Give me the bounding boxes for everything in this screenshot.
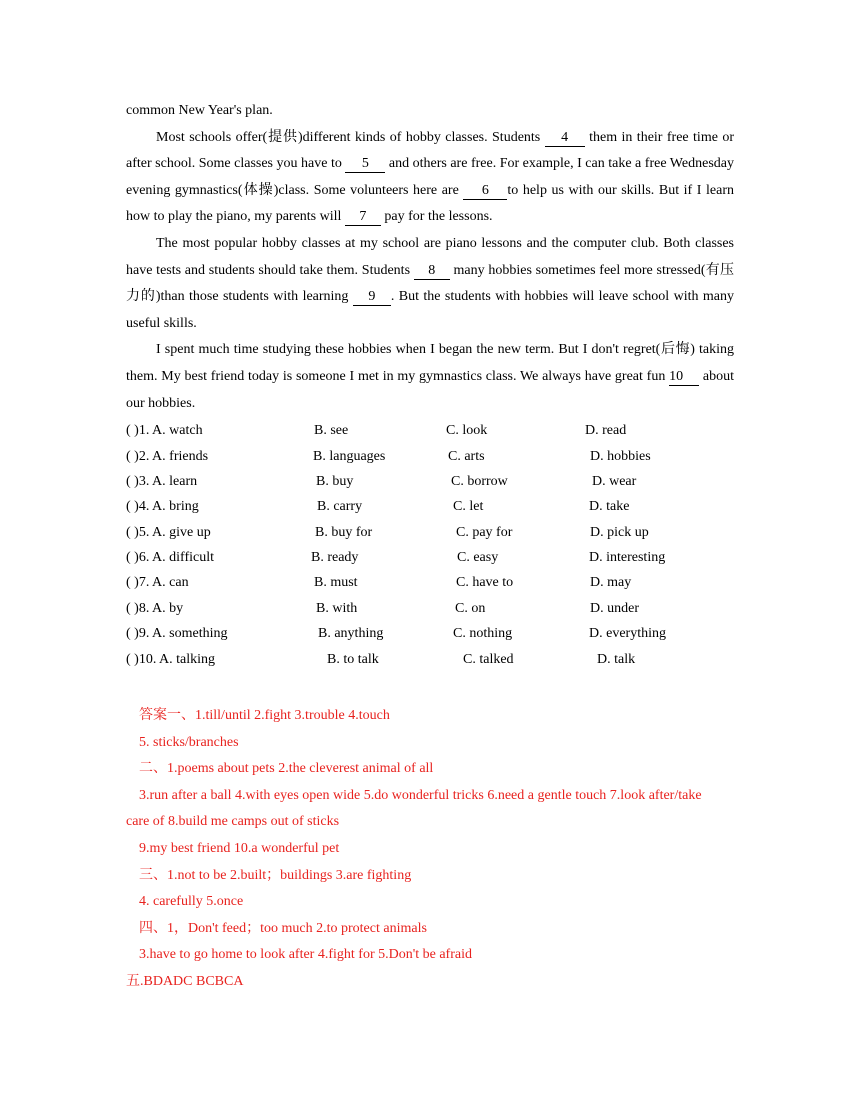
option-a: ( )8. A. by: [126, 600, 184, 616]
text-run: them in their free time or after school. Some classes you have to: [126, 129, 734, 172]
option-c: C. borrow: [451, 473, 508, 489]
question-row: [126, 570, 734, 595]
text-run: many hobbies sometimes feel more stressed(有压力的)than those students with learning: [126, 262, 734, 305]
option-c: C. on: [455, 600, 486, 616]
text-run: about our hobbies.: [126, 368, 734, 411]
question-row: [126, 596, 734, 621]
answer-line: 五.BDADC BCBCA: [126, 973, 244, 989]
option-a: ( )2. A. friends: [126, 448, 209, 464]
option-c: C. have to: [456, 575, 514, 591]
passage-paragraph-2: [126, 231, 734, 337]
option-b: B. buy: [316, 473, 354, 489]
question-list: [126, 418, 734, 672]
passage-fragment: common New Year's plan.: [126, 103, 273, 118]
question-row: [126, 621, 734, 646]
answer-key: [126, 703, 734, 996]
option-a: ( )4. A. bring: [126, 499, 199, 515]
question-row: [126, 520, 734, 545]
text-run: to help us with our skills. But if I learn how to play the piano, my parents will: [126, 182, 734, 225]
option-a: ( )6. A. difficult: [126, 550, 215, 566]
answer-line: 二、1.poems about pets 2.the cleverest animal of all: [139, 761, 434, 777]
text-run: pay for the lessons.: [380, 209, 493, 225]
answer-line: 3.have to go home to look after 4.fight for 5.Don't be afraid: [139, 947, 472, 963]
option-d: D. pick up: [590, 524, 649, 540]
option-a: ( )3. A. learn: [126, 473, 198, 489]
question-row: [126, 545, 734, 570]
option-d: D. everything: [589, 626, 666, 642]
option-c: C. easy: [457, 550, 499, 566]
blank-5: 5: [345, 156, 385, 173]
question-row: [126, 418, 734, 443]
question-row: [126, 647, 734, 672]
blank-9: 9: [353, 289, 391, 306]
text-run: The most popular hobby classes at my school are piano lessons and the computer club. Both classes have tests and students should take them. Students: [126, 235, 734, 278]
question-row: [126, 469, 734, 494]
option-c: C. let: [453, 499, 484, 515]
option-d: D. take: [589, 499, 630, 515]
option-b: B. with: [316, 600, 358, 616]
option-d: D. under: [590, 600, 639, 616]
question-row: [126, 444, 734, 469]
option-b: B. anything: [318, 626, 384, 642]
text-run: and others are free. For example, I can take a free Wednesday evening gymnastics(体操)class. Some volunteers here are: [126, 156, 734, 198]
blank-8: 8: [414, 263, 450, 280]
passage-paragraph-1: [126, 125, 734, 231]
blank-4: 4: [545, 130, 585, 147]
option-b: B. carry: [317, 499, 363, 515]
answer-line: 9.my best friend 10.a wonderful pet: [139, 841, 340, 856]
option-b: B. ready: [311, 550, 359, 566]
option-c: C. talked: [463, 651, 514, 667]
answer-line: 四、1，Don't feed；too much 2.to protect animals: [139, 920, 427, 936]
answer-line: 三、1.not to be 2.built；buildings 3.are fighting: [139, 867, 412, 883]
answer-line: 4. carefully 5.once: [139, 894, 244, 910]
option-d: D. may: [590, 575, 632, 591]
option-b: B. see: [314, 423, 349, 439]
option-a: ( )9. A. something: [126, 626, 228, 642]
option-a: ( )5. A. give up: [126, 524, 211, 540]
option-c: C. look: [446, 423, 488, 439]
option-c: C. pay for: [456, 524, 513, 540]
question-row: [126, 494, 734, 519]
option-c: C. nothing: [453, 626, 513, 642]
blank-7: 7: [345, 209, 381, 226]
text-run: I spent much time studying these hobbies when I began the new term. But I don't regret(后悔) taking them. My best friend today is someone I met in my gymnastics class. We always have great fun: [126, 342, 734, 384]
text-run: Most schools offer(提供)different kinds of hobby classes. Students: [156, 129, 545, 145]
option-b: B. buy for: [315, 524, 373, 540]
answer-line: 5. sticks/branches: [139, 734, 239, 750]
option-c: C. arts: [448, 448, 485, 464]
option-b: B. languages: [313, 448, 386, 464]
option-a: ( )7. A. can: [126, 575, 189, 591]
answer-line: care of 8.build me camps out of sticks: [126, 814, 340, 830]
text-run: . But the students with hobbies will leave school with many useful skills.: [126, 289, 734, 331]
option-d: D. hobbies: [590, 448, 651, 464]
blank-6: 6: [463, 183, 507, 200]
option-d: D. wear: [592, 473, 637, 489]
option-b: B. to talk: [327, 651, 379, 667]
blank-10: 10: [669, 369, 699, 386]
option-b: B. must: [314, 575, 358, 591]
option-a: ( )10. A. talking: [126, 651, 216, 667]
option-d: D. talk: [597, 651, 636, 667]
answer-line: 3.run after a ball 4.with eyes open wide 5.do wonderful tricks 6.need a gentle touch 7.look after/take: [139, 787, 702, 803]
option-d: D. read: [585, 423, 627, 439]
option-a: ( )1. A. watch: [126, 423, 203, 439]
option-d: D. interesting: [589, 550, 666, 566]
document-page: [126, 98, 734, 996]
answer-line: 答案一、1.till/until 2.fight 3.trouble 4.touch: [139, 708, 390, 724]
passage-paragraph-3: [126, 337, 734, 417]
